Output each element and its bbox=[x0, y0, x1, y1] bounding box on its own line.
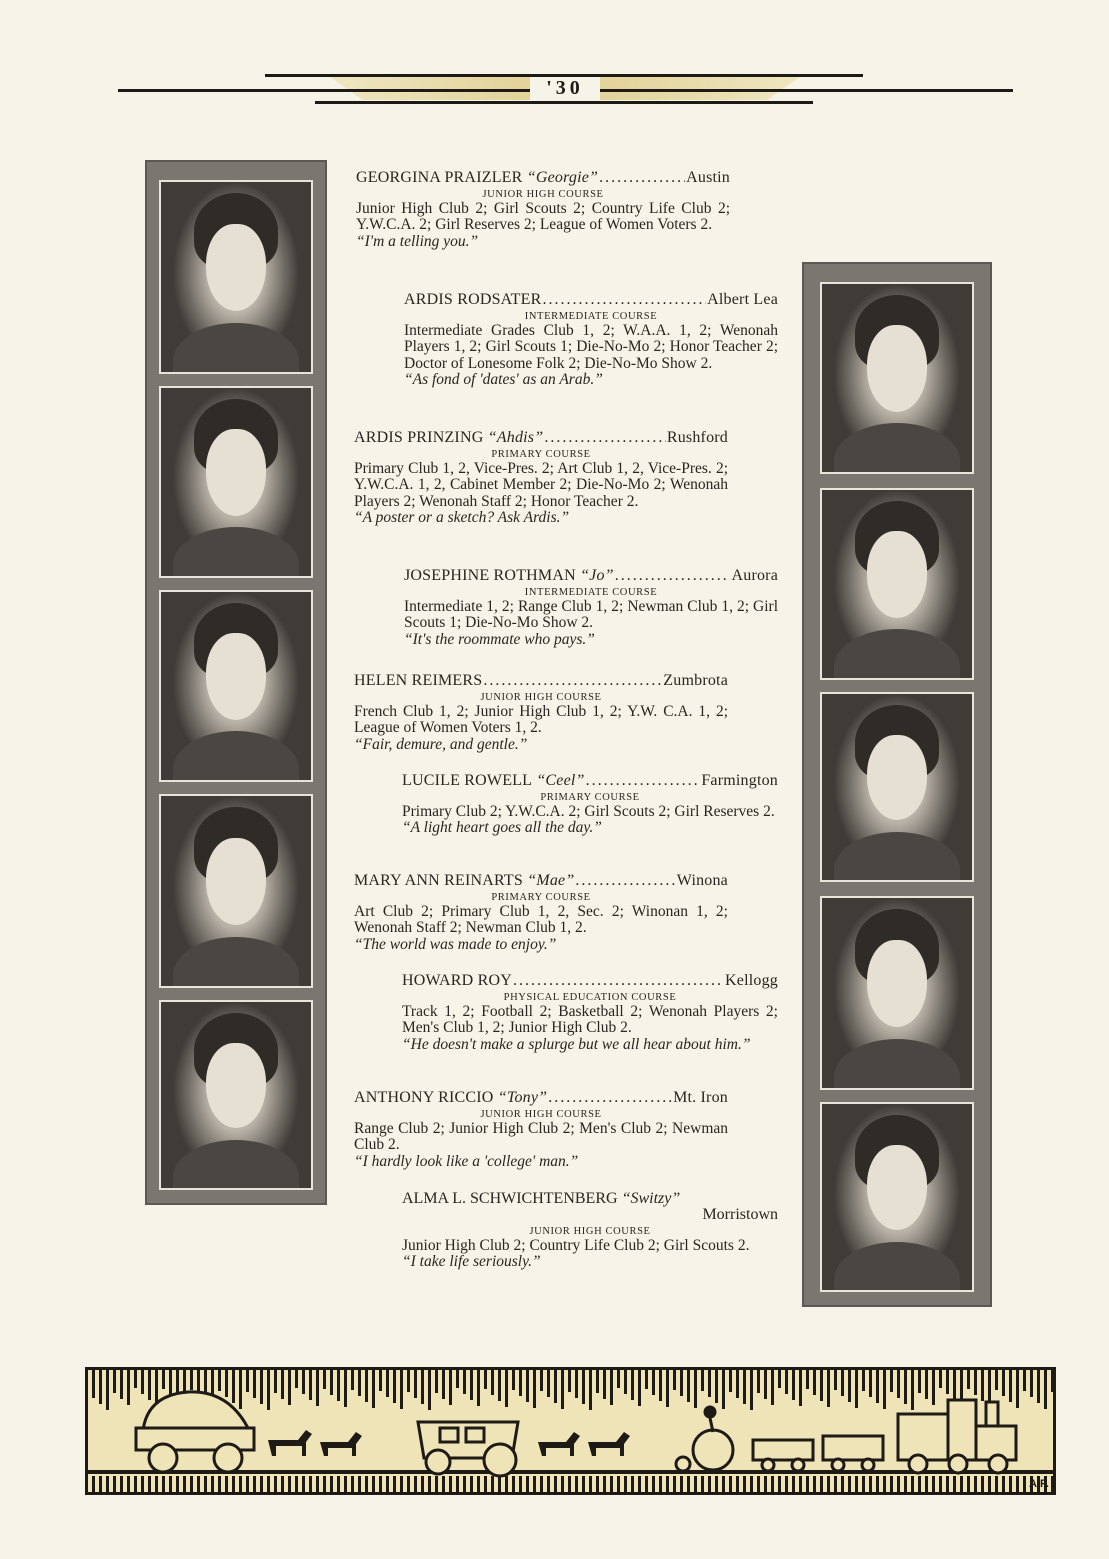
student-course: INTERMEDIATE COURSE bbox=[524, 586, 658, 598]
student-name: ANTHONY RICCIO bbox=[354, 1089, 494, 1106]
entry-heading bbox=[402, 773, 778, 790]
covered-wagon-icon bbox=[136, 1392, 254, 1472]
portrait-lucile-rowell bbox=[820, 692, 974, 882]
student-entry bbox=[402, 773, 778, 837]
student-hometown: Winona bbox=[676, 872, 728, 889]
bicycle-icon bbox=[676, 1407, 733, 1471]
coach-horses-icon bbox=[538, 1432, 630, 1456]
student-entry bbox=[402, 1190, 778, 1271]
student-course: PRIMARY COURSE bbox=[491, 448, 591, 460]
student-activities: Primary Club 1, 2, Vice-Pres. 2; Art Club 1, 2, Vice-Pres. 2; Y.W.C.A. 1, 2, Cabinet Member 2; Die-No-Mo 2; Wenonah Players 2; Wenonah Staff 2; Honor Teacher 2. bbox=[354, 459, 728, 510]
student-motto: “A poster or a sketch? Ask Ardis.” bbox=[354, 509, 570, 526]
student-motto: “It's the roommate who pays.” bbox=[404, 630, 595, 648]
artist-signature: A.P. bbox=[1029, 1478, 1049, 1490]
portrait-anthony-riccio bbox=[159, 1000, 313, 1190]
portrait-mary-ann-reinarts bbox=[159, 794, 313, 988]
right-photo-column bbox=[802, 262, 992, 1307]
student-course: JUNIOR HIGH COURSE bbox=[480, 691, 602, 703]
student-motto: “The world was made to enjoy.” bbox=[354, 935, 557, 953]
student-name: GEORGINA PRAIZLER bbox=[356, 169, 523, 186]
frieze-illustration bbox=[88, 1370, 1053, 1492]
student-hometown: Aurora bbox=[731, 567, 778, 584]
student-motto: “Fair, demure, and gentle.” bbox=[354, 735, 528, 753]
header-rule-bottom bbox=[315, 101, 813, 104]
student-activities: Art Club 2; Primary Club 1, 2, Sec. 2; Winonan 1, 2; Wenonah Staff 2; Newman Club 1, 2. bbox=[354, 902, 728, 936]
portrait-josephine-rothman bbox=[820, 488, 974, 680]
student-name: JOSEPHINE ROTHMAN bbox=[404, 567, 576, 584]
student-motto: “I hardly look like a 'college' man.” bbox=[354, 1152, 579, 1170]
student-entry bbox=[354, 873, 728, 953]
student-name: ARDIS PRINZING bbox=[354, 429, 484, 446]
student-entry bbox=[404, 292, 778, 389]
student-entry bbox=[356, 170, 730, 250]
student-course: PRIMARY COURSE bbox=[540, 791, 640, 803]
page-header bbox=[0, 0, 1109, 120]
portrait-alma-schwichtenberg bbox=[820, 1102, 974, 1292]
student-motto: “I take life seriously.” bbox=[402, 1253, 541, 1270]
student-name: HELEN REIMERS bbox=[354, 672, 483, 689]
student-activities: Intermediate 1, 2; Range Club 1, 2; Newman Club 1, 2; Girl Scouts 1; Die-No-Mo Show 2. bbox=[404, 597, 778, 631]
student-entry bbox=[404, 568, 778, 648]
student-hometown: Albert Lea bbox=[707, 291, 778, 308]
student-nickname: “Mae” bbox=[527, 872, 575, 889]
student-motto: “I'm a telling you.” bbox=[356, 232, 479, 250]
page-year: '30 bbox=[530, 77, 600, 100]
student-nickname: “Tony” bbox=[497, 1089, 548, 1106]
locomotive-icon bbox=[898, 1400, 1016, 1473]
student-hometown: Zumbrota bbox=[663, 672, 728, 689]
student-nickname: “Ceel” bbox=[536, 772, 585, 789]
entry-heading bbox=[356, 170, 730, 187]
student-hometown: Kellogg bbox=[725, 972, 778, 989]
student-name: ALMA L. SCHWICHTENBERG bbox=[402, 1190, 618, 1207]
student-name: HOWARD ROY bbox=[402, 972, 512, 989]
student-name: MARY ANN REINARTS bbox=[354, 872, 523, 889]
student-motto: “He doesn't make a splurge but we all hear about him.” bbox=[402, 1035, 751, 1053]
student-course: JUNIOR HIGH COURSE bbox=[480, 1108, 602, 1120]
student-activities: Primary Club 2; Y.W.C.A. 2; Girl Scouts 2; Girl Reserves 2. bbox=[402, 802, 775, 820]
entry-heading bbox=[402, 973, 778, 990]
stagecoach-icon bbox=[418, 1422, 518, 1476]
decorative-frieze bbox=[85, 1367, 1056, 1495]
student-name: LUCILE ROWELL bbox=[402, 772, 533, 789]
entry-heading bbox=[354, 1090, 728, 1107]
student-hometown: Austin bbox=[686, 169, 730, 186]
student-course: INTERMEDIATE COURSE bbox=[524, 310, 658, 322]
student-nickname: “Georgie” bbox=[526, 169, 599, 186]
student-entry bbox=[354, 1090, 728, 1170]
student-nickname: “Switzy” bbox=[621, 1190, 681, 1207]
student-entry bbox=[354, 430, 728, 527]
portrait-ardis-prinzing bbox=[159, 386, 313, 578]
portrait-georgina-praizler bbox=[159, 180, 313, 374]
student-course: JUNIOR HIGH COURSE bbox=[482, 188, 604, 200]
portrait-helen-reimers bbox=[159, 590, 313, 782]
entry-heading bbox=[404, 292, 778, 309]
entry-heading bbox=[354, 430, 728, 447]
student-hometown: Rushford bbox=[666, 429, 728, 446]
student-name: ARDIS RODSATER bbox=[404, 291, 542, 308]
student-course: PRIMARY COURSE bbox=[491, 891, 591, 903]
left-photo-column bbox=[145, 160, 327, 1205]
student-activities: Junior High Club 2; Girl Scouts 2; Country Life Club 2; Y.W.C.A. 2; Girl Reserves 2; League of Women Voters 2. bbox=[356, 199, 730, 233]
student-course: PHYSICAL EDUCATION COURSE bbox=[503, 991, 677, 1003]
student-entry bbox=[402, 973, 778, 1053]
entry-heading bbox=[404, 568, 778, 585]
student-motto: “As fond of 'dates' as an Arab.” bbox=[404, 371, 603, 388]
entry-heading bbox=[354, 873, 728, 890]
student-activities: Range Club 2; Junior High Club 2; Men's Club 2; Newman Club 2. bbox=[354, 1119, 728, 1153]
student-activities: Junior High Club 2; Country Life Club 2; Girl Scouts 2. bbox=[402, 1236, 750, 1254]
train-cars-icon bbox=[753, 1436, 883, 1471]
entry-heading bbox=[354, 673, 728, 690]
student-hometown: Mt. Iron bbox=[673, 1089, 728, 1106]
portrait-ardis-rodsater bbox=[820, 282, 974, 474]
student-entry bbox=[354, 673, 728, 753]
student-activities: Track 1, 2; Football 2; Basketball 2; Wenonah Players 2; Men's Club 1, 2; Junior High Club 2. bbox=[402, 1002, 778, 1036]
student-course: JUNIOR HIGH COURSE bbox=[529, 1225, 651, 1237]
student-activities: French Club 1, 2; Junior High Club 1, 2; Y.W. C.A. 1, 2; League of Women Voters 1, 2. bbox=[354, 702, 728, 736]
student-nickname: “Jo” bbox=[580, 567, 614, 584]
horse-team-icon bbox=[268, 1430, 362, 1456]
student-hometown: Farmington bbox=[701, 772, 778, 789]
student-activities: Intermediate Grades Club 1, 2; W.A.A. 1, 2; Wenonah Players 1, 2; Girl Scouts 1; Die-No-Mo 2; Honor Teacher 2; Doctor of Lonesome Folk 2; Die-No-Mo Show 2. bbox=[404, 321, 778, 372]
student-nickname: “Ahdis” bbox=[487, 429, 544, 446]
student-hometown: Morristown bbox=[702, 1206, 778, 1223]
entry-heading bbox=[402, 1190, 778, 1207]
student-motto: “A light heart goes all the day.” bbox=[402, 819, 602, 836]
portrait-howard-roy bbox=[820, 896, 974, 1090]
